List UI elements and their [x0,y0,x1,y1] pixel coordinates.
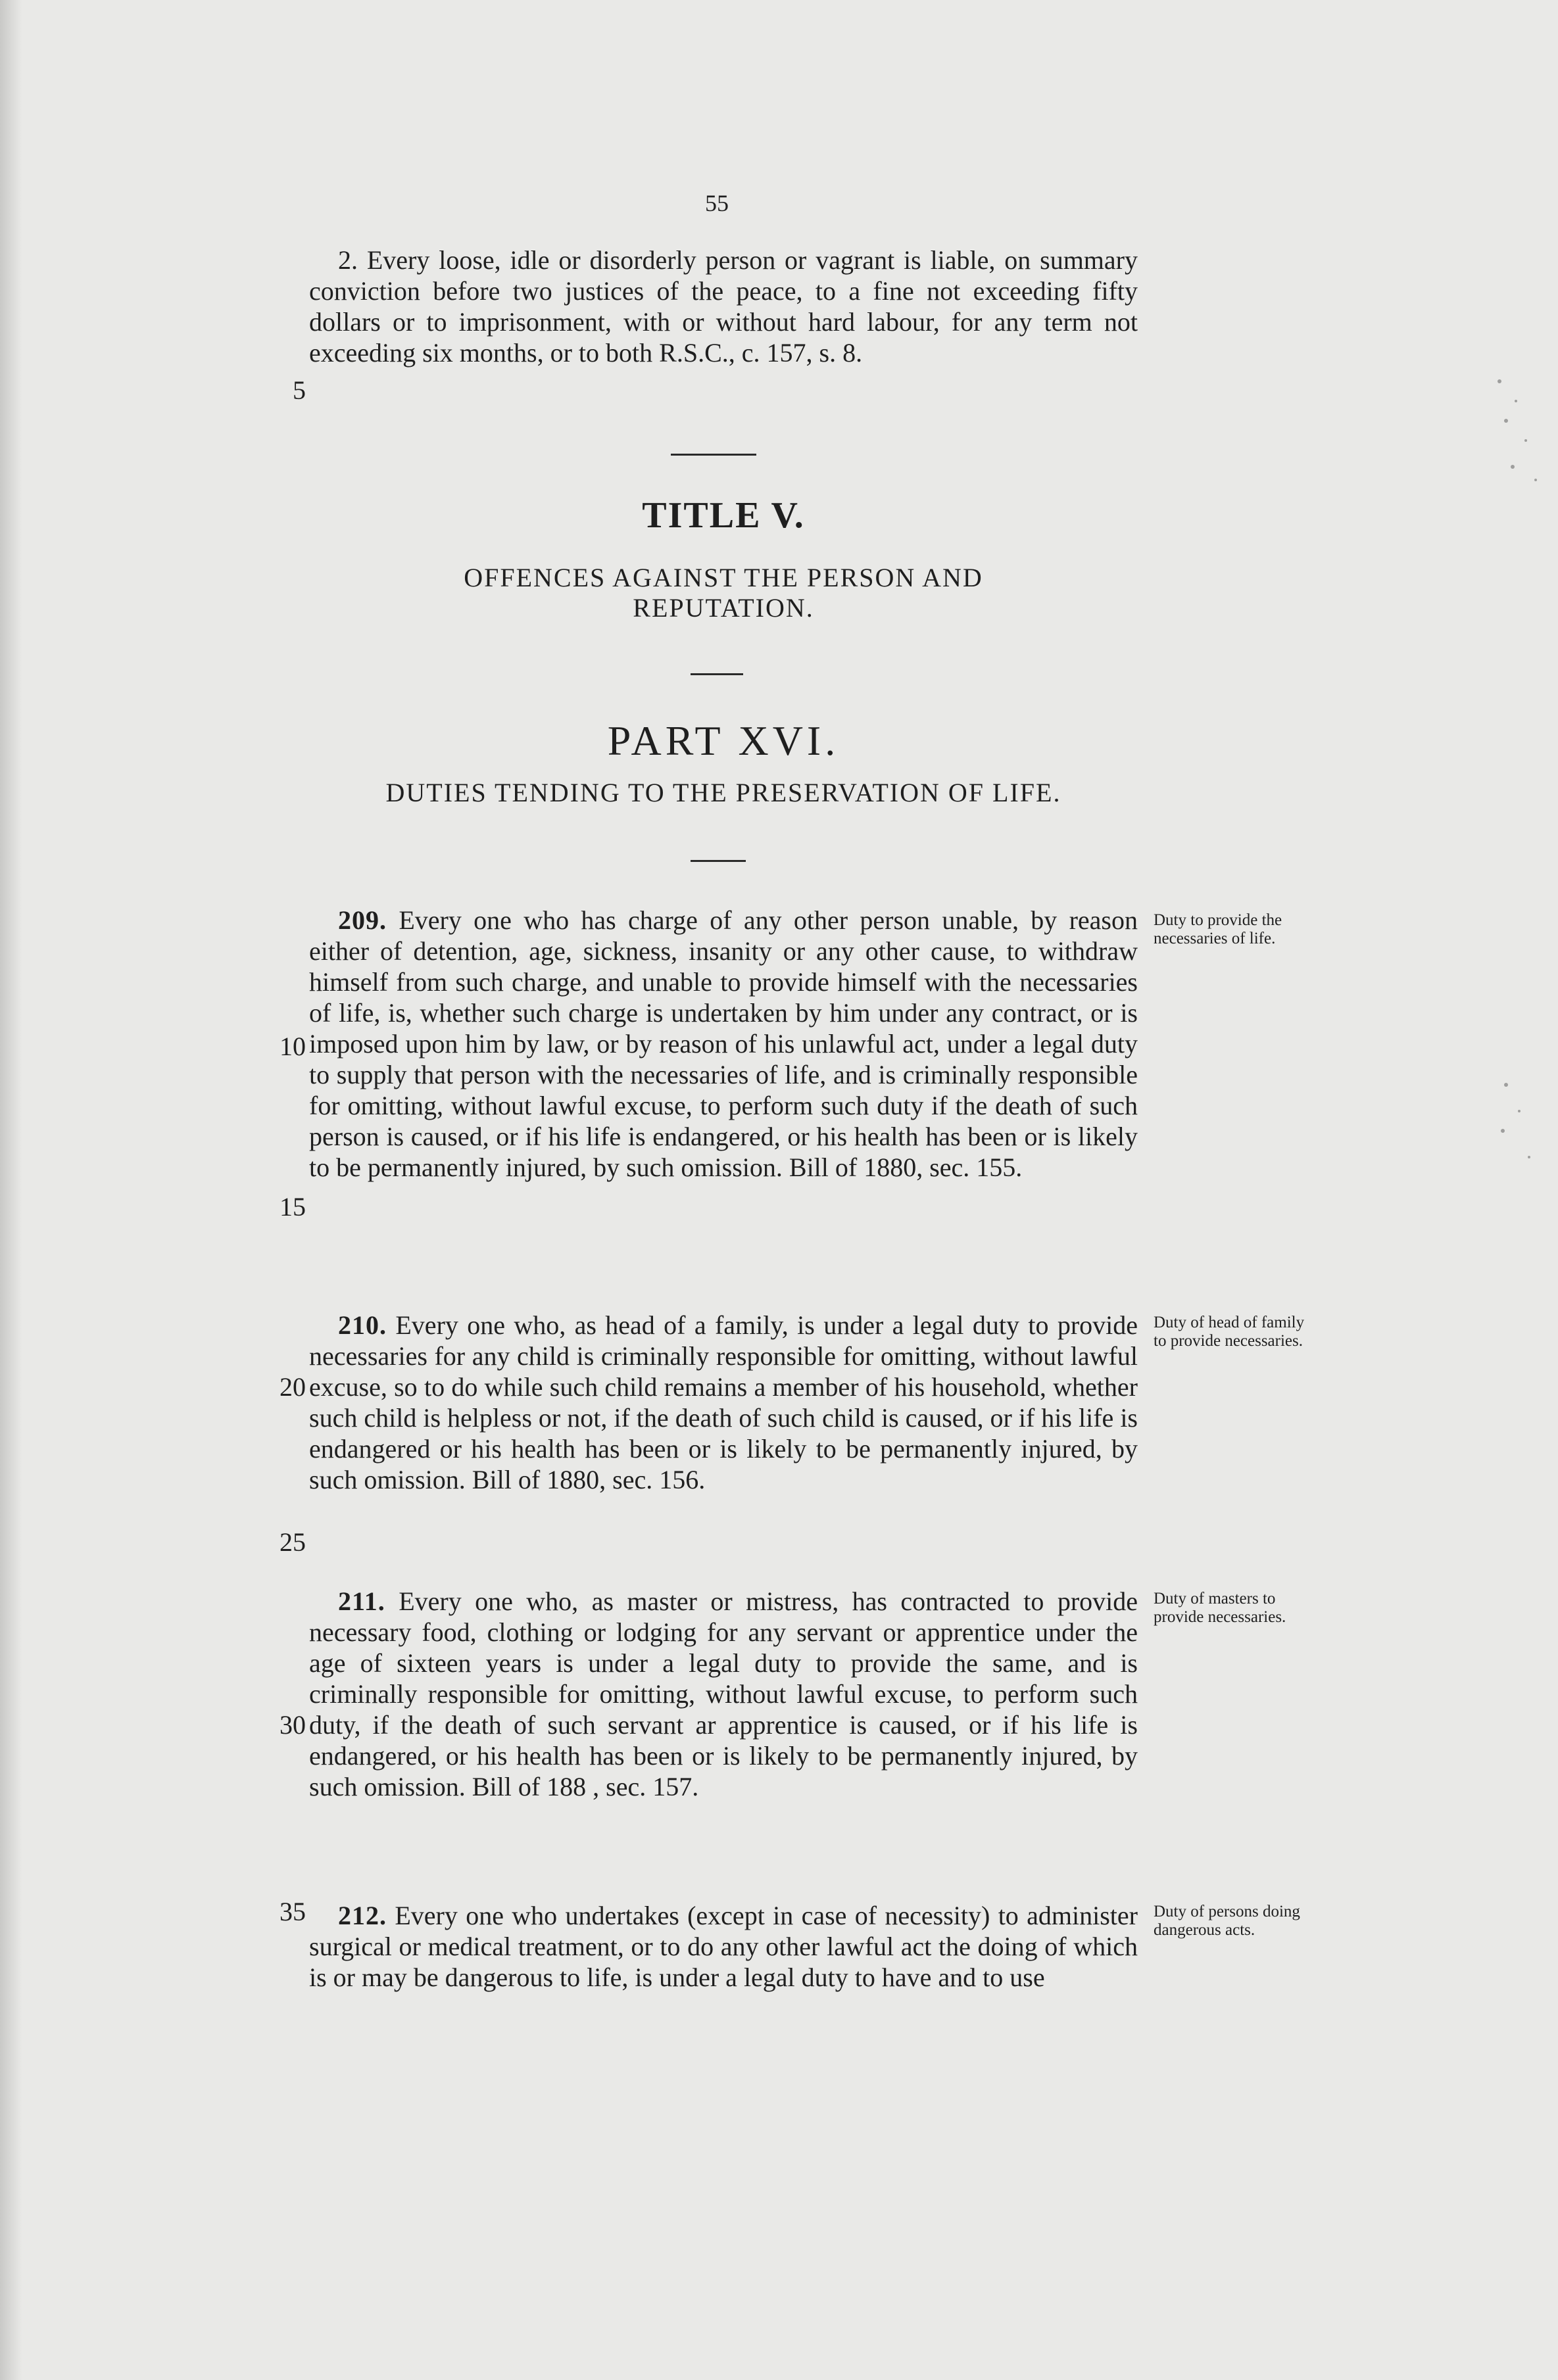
section-209 [309,905,1138,1183]
line-number: 35 [280,1897,306,1926]
section-divider [691,860,746,862]
line-number: 5 [293,375,306,405]
margin-note-209: Duty to provide the necessaries of life. [1154,911,1282,947]
line-number: 30 [280,1710,306,1740]
margin-note-211: Duty of masters to provide necessaries. [1154,1590,1286,1626]
scan-speckle [1480,1065,1552,1190]
margin-note-210: Duty of head of family to provide necessaries. [1154,1314,1305,1350]
section-text: Every one who has charge of any other person unable, by reason either of detention, age, sickness, insanity or any other cause, to withdraw himself from such charge, and unable to provide himself with the necessaries of life, is, whether such charge is undertaken by him under any contract, or is imposed upon him by law, or by reason of his unlawful act, under a legal duty to supply that person with the necessaries of life, and is criminally responsible for omitting, without lawful excuse, to perform such duty if the death of such person is caused, or if his life is endangered, or his health has been or is likely to be permanently injured, by such omission. Bill of 1880, sec. 155. [309,905,1138,1182]
line-number: 20 [280,1372,306,1402]
section-text: Every one who, as master or mistress, has contracted to provide necessary food, clothing or lodging for any servant or apprentice under the age of sixteen years is under a legal duty to provide the same, and is criminally responsible for omitting, without lawful excuse, to perform such duty, if the death of such servant ar apprentice is caused, or if his life is endangered, or his health has been or is likely to be permanently injured, by such omission. Bill of 188 , sec. 157. [309,1586,1138,1801]
part-subheading: DUTIES TENDING TO THE PRESERVATION OF LIFE. [385,778,1061,807]
section-divider [671,454,756,456]
section-210 [309,1310,1138,1495]
section-211 [309,1586,1138,1802]
line-number: 25 [280,1527,306,1557]
section-divider [691,673,743,675]
title-heading: TITLE V. [642,495,805,536]
title-subheading: OFFENCES AGAINST THE PERSON AND REPUTATION. [464,563,983,623]
section-number: 212. [338,1901,387,1930]
part-heading: PART XVI. [607,717,840,764]
section-text: Every one who, as head of a family, is under a legal duty to provide necessaries for any child is criminally responsible for omitting, without lawful excuse, so to do while such child remains a member of his household, whether such child is helpless or not, if the death of such child is caused, or if his life is endangered or his health has been or is likely to be permanently injured, by such omission. Bill of 1880, sec. 156. [309,1310,1138,1494]
section-number: 209. [338,905,387,935]
scan-speckle [1480,368,1552,493]
intro-paragraph-text: 2. Every loose, idle or disorderly person or vagrant is liable, on summary conviction before two justices of the peace, to a fine not exceeding fifty dollars or to imprisonment, with or without hard labour, for any term not exceeding six months, or to both R.S.C., c. 157, s. 8. [309,245,1138,368]
line-number: 10 [280,1032,306,1061]
section-number: 210. [338,1310,387,1340]
line-number: 15 [280,1192,306,1222]
section-text: Every one who undertakes (except in case of necessity) to administer surgical or medical treatment, or to do any other lawful act the doing of which is or may be dangerous to life, is under a legal duty to have and to use [309,1901,1138,1992]
intro-paragraph [309,245,1138,368]
margin-note-212: Duty of persons doing dangerous acts. [1154,1903,1300,1939]
page-number: 55 [705,190,729,216]
page-edge-shadow [0,0,22,2380]
section-212 [309,1900,1138,1993]
section-number: 211. [338,1586,385,1616]
